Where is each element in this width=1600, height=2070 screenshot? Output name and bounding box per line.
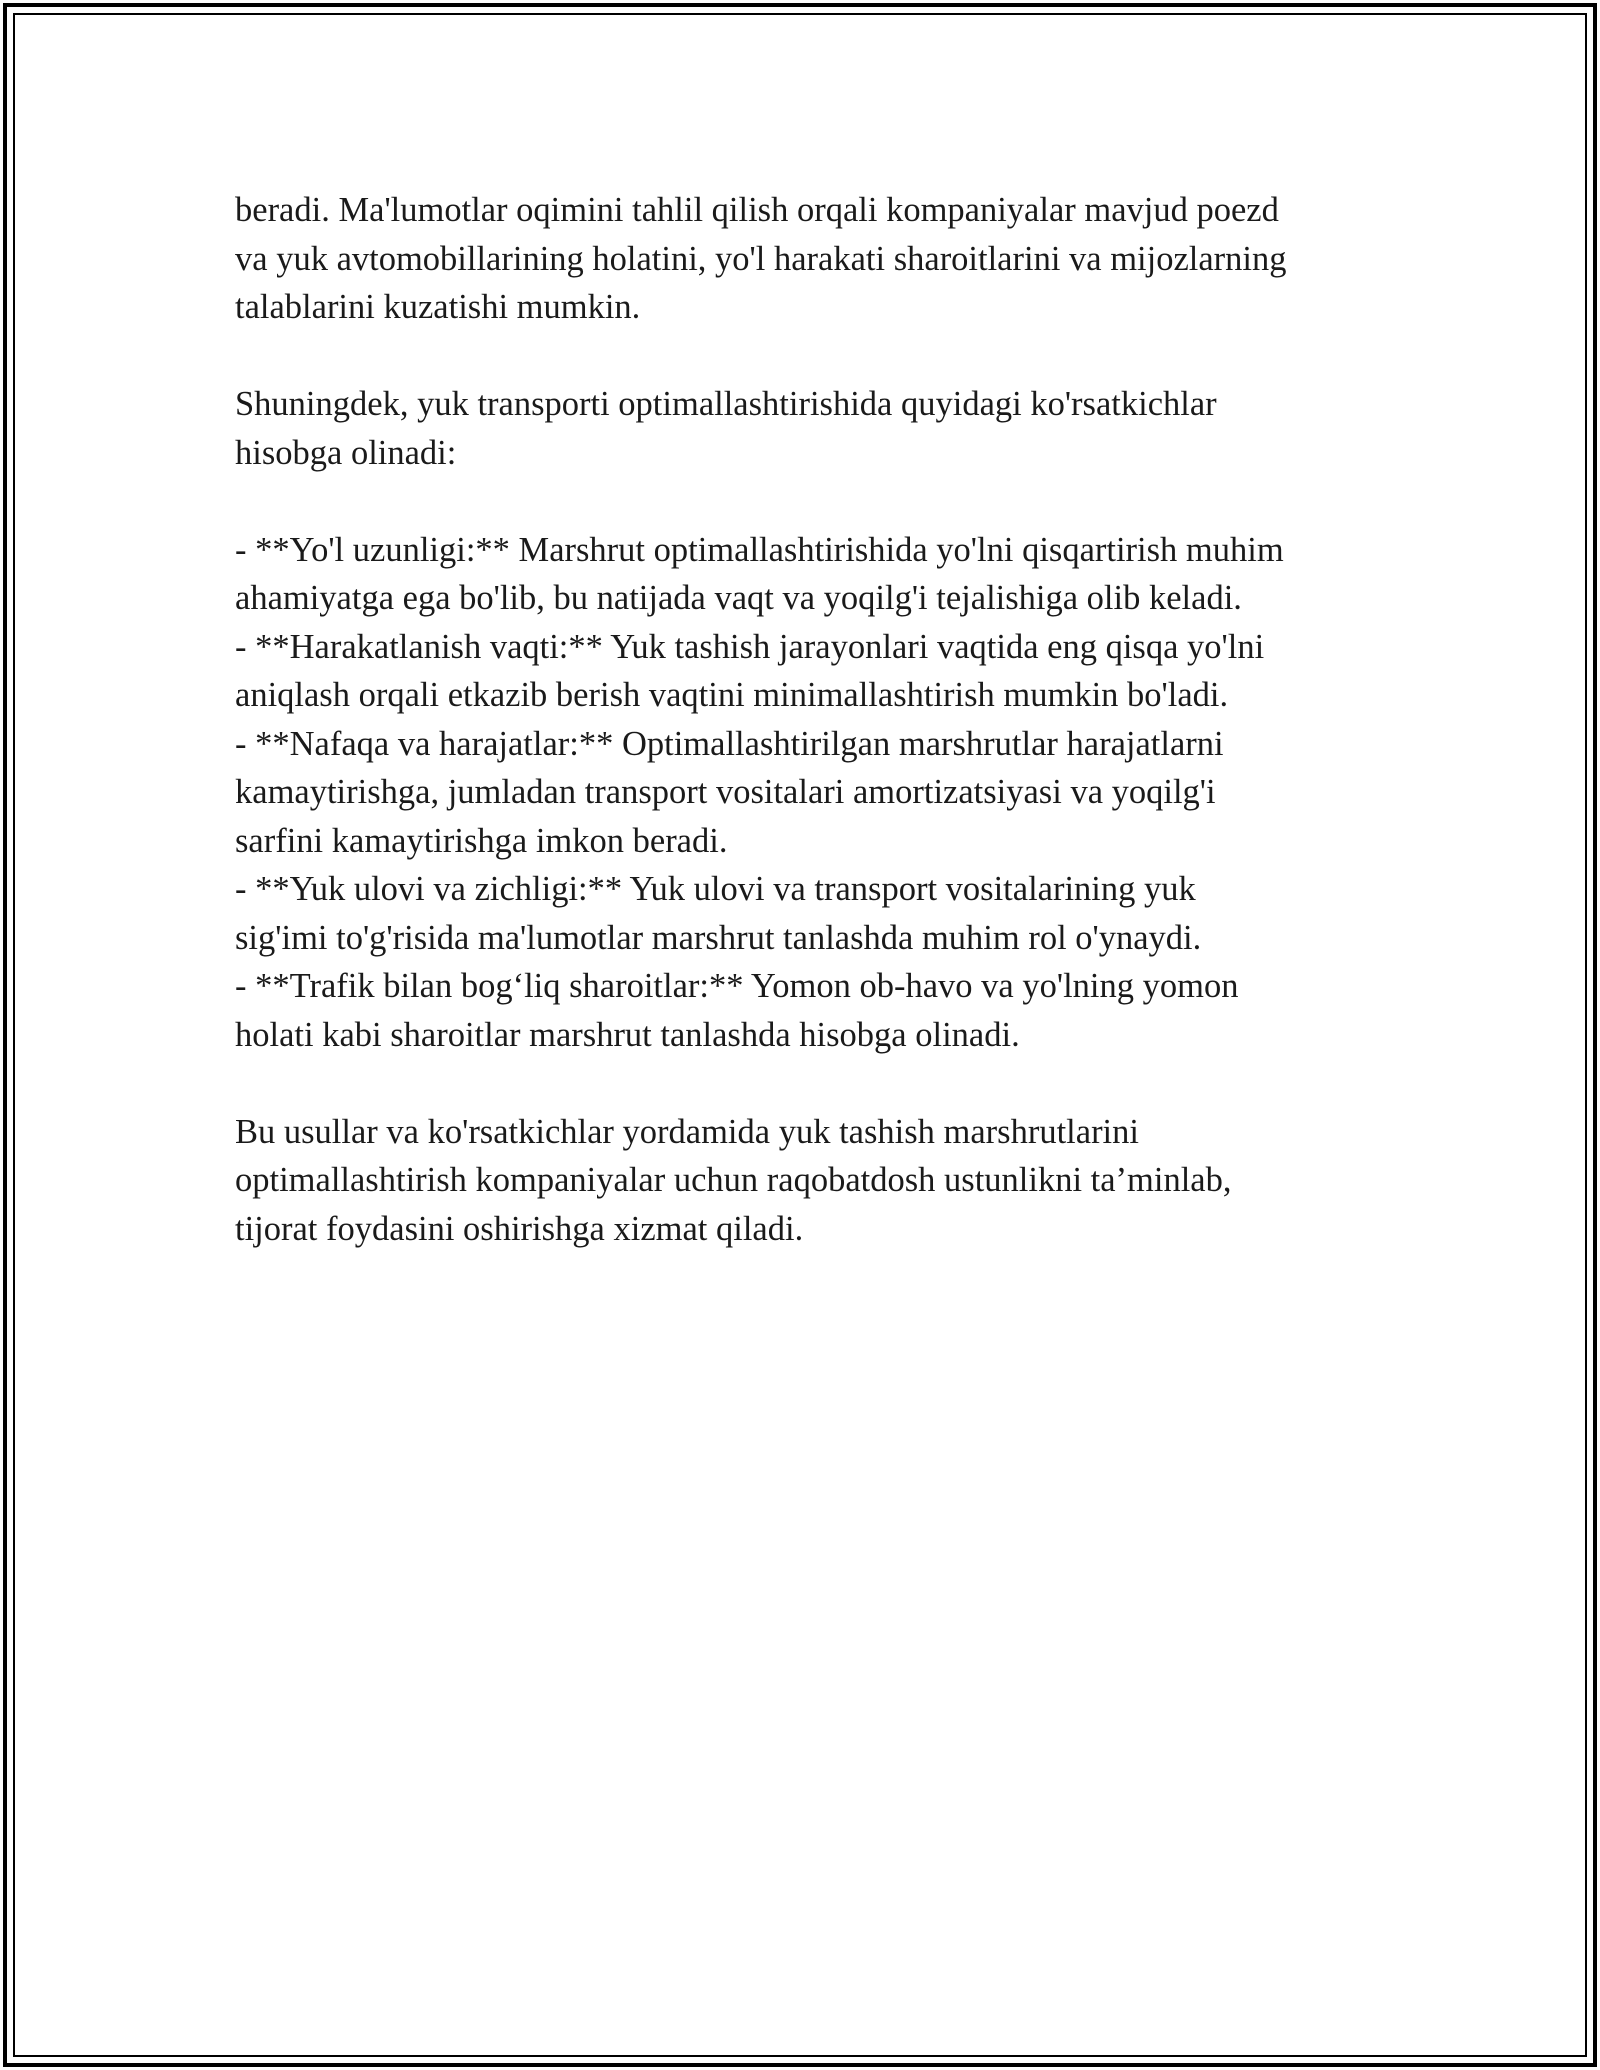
paragraph-indicators-intro: Shuningdek, yuk transporti optimallashtirishida quyidagi ko'rsatkichlar hisobga olinadi:	[235, 385, 1217, 472]
paragraph-data-stream: beradi. Ma'lumotlar oqimini tahlil qilish orqali kompaniyalar mavjud poezd va yuk avtomobillarining holatini, yo'l harakati sharoitlarini va mijozlarning talablarini kuzatishi mumkin.	[235, 191, 1287, 326]
document-body	[235, 186, 1385, 1253]
paragraph-gap	[235, 1059, 1385, 1108]
paragraph-conclusion: Bu usullar va ko'rsatkichlar yordamida yuk tashish marshrutlarini optimallashtirish kompaniyalar uchun raqobatdosh ustunlikni ta’minlab, tijorat foydasini oshirishga xizmat qiladi.	[235, 1112, 1232, 1248]
paragraph-gap	[235, 332, 1385, 381]
paragraph-gap	[235, 477, 1385, 526]
paragraph-indicators-list: - **Yo'l uzunligi:** Marshrut optimallashtirishida yo'lni qisqartirish muhim ahamiyatga ega bo'lib, bu natijada vaqt va yoqilg'i tejalishiga olib keladi. - **Harakatlanish vaqti:** Yuk tashish jarayonlari vaqtida eng qisqa yo'lni aniqlash orqali etkazib berish vaqtini minimallashtirish mumkin bo'ladi. - **Nafaqa va harajatlar:** Optimallashtirilgan marshrutlar harajatlarni kamaytirishga, jumladan transport vositalari amortizatsiyasi va yoqilg'i sarfini kamaytirishga imkon beradi. - **Yuk ulovi va zichligi:** Yuk ulovi va transport vositalarining yuk sig'imi to'g'risida ma'lumotlar marshrut tanlashda muhim rol o'ynaydi. - **Trafik bilan bog‘liq sharoitlar:** Yomon ob-havo va yo'lning yomon holati kabi sharoitlar marshrut tanlashda hisobga olinadi.	[235, 530, 1284, 1054]
